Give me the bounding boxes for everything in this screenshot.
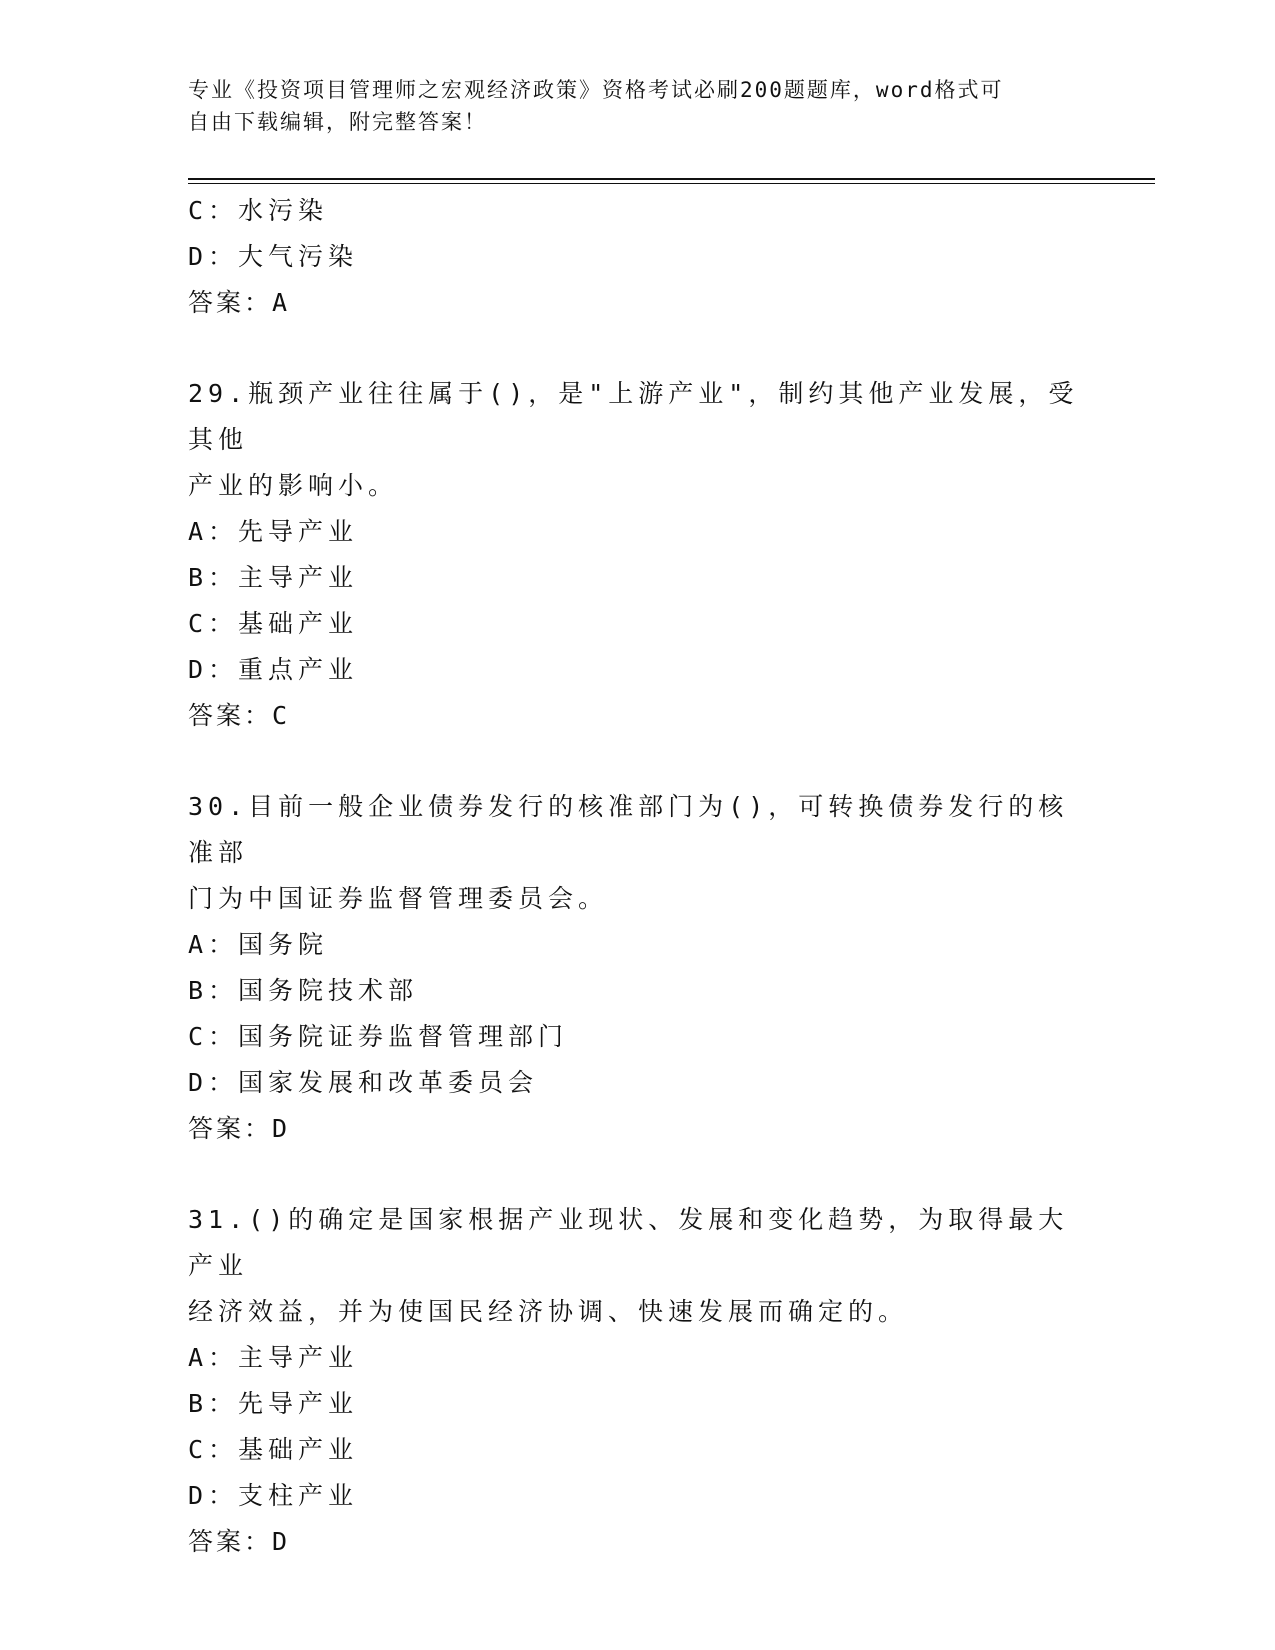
option-c: C：国务院证券监督管理部门 [188, 1022, 569, 1051]
question-stem-line-1: 29.瓶颈产业往往属于()，是"上游产业"，制约其他产业发展，受其他 [188, 379, 1079, 454]
question-31 [188, 1197, 1088, 1565]
option-d: D：大气污染 [188, 242, 359, 271]
question-stem-line-2: 产业的影响小。 [188, 471, 399, 500]
option-b: B：主导产业 [188, 563, 359, 592]
header-rule-thick [188, 178, 1155, 180]
question-stem-line-1: 31.()的确定是国家根据产业现状、发展和变化趋势，为取得最大产业 [188, 1205, 1069, 1280]
question-28-tail [188, 188, 1088, 326]
option-a: A：主导产业 [188, 1343, 359, 1372]
question-stem [188, 784, 1088, 922]
option-a: A：先导产业 [188, 517, 359, 546]
answer-line: 答案：D [188, 1527, 291, 1556]
option-c: C：水污染 [188, 196, 329, 225]
question-spacer [188, 326, 1088, 371]
answer-line: 答案：D [188, 1114, 291, 1143]
document-header [188, 74, 1078, 138]
question-29 [188, 371, 1088, 739]
answer-line: 答案：C [188, 701, 291, 730]
question-spacer [188, 1152, 1088, 1197]
option-d: D：国家发展和改革委员会 [188, 1068, 539, 1097]
option-a: A：国务院 [188, 930, 329, 959]
header-line-1: 专业《投资项目管理师之宏观经济政策》资格考试必刷200题题库，word格式可 [188, 78, 1004, 102]
question-stem [188, 1197, 1088, 1335]
question-stem [188, 371, 1088, 509]
option-c: C：基础产业 [188, 1435, 359, 1464]
option-d: D：支柱产业 [188, 1481, 359, 1510]
option-b: B：先导产业 [188, 1389, 359, 1418]
question-spacer [188, 739, 1088, 784]
header-line-2: 自由下载编辑，附完整答案！ [188, 110, 487, 134]
option-d: D：重点产业 [188, 655, 359, 684]
header-rule-thin [188, 183, 1155, 184]
option-c: C：基础产业 [188, 609, 359, 638]
question-stem-line-1: 30.目前一般企业债券发行的核准部门为()，可转换债券发行的核准部 [188, 792, 1069, 867]
question-stem-line-2: 门为中国证券监督管理委员会。 [188, 884, 609, 913]
question-stem-line-2: 经济效益，并为使国民经济协调、快速发展而确定的。 [188, 1297, 909, 1326]
option-b: B：国务院技术部 [188, 976, 419, 1005]
answer-line: 答案：A [188, 288, 291, 317]
question-list [188, 188, 1088, 1565]
question-30 [188, 784, 1088, 1152]
